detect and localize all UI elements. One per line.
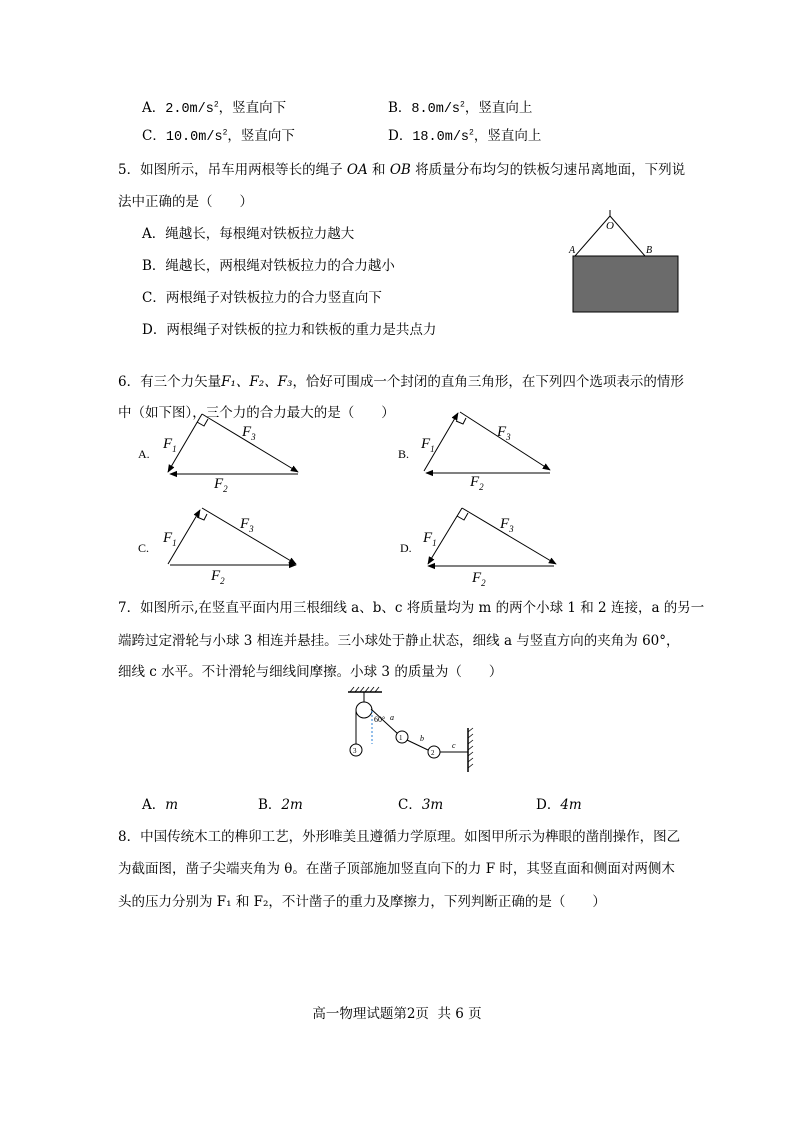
iron-plate — [573, 256, 678, 312]
q6-label-a: A. — [138, 447, 150, 461]
label-c: c — [452, 741, 456, 750]
label-a: a — [390, 713, 394, 722]
q5-stem-line2: 法中正确的是（ ） — [118, 194, 253, 210]
q8-stem-line3: 头的压力分别为 F₁ 和 F₂，不计凿子的重力及摩擦力，下列判断正确的是（ ） — [118, 894, 606, 910]
label-f2: $F_2$ — [214, 476, 228, 494]
vector-f3 — [202, 414, 298, 472]
label-f1: $F_1$ — [163, 530, 177, 548]
q6-figure-b — [398, 412, 550, 492]
label-b: B — [646, 245, 653, 256]
pulley — [356, 702, 372, 718]
q5-stem-line1: 5．如图所示，吊车用两根等长的绳子 OA 和 OB 将质量分布均匀的铁板匀速吊离地面，下列说 — [118, 162, 686, 178]
q6-figure-a — [138, 414, 298, 494]
ball-1-label: 1 — [399, 734, 403, 742]
label-f2: $F_2$ — [472, 570, 486, 588]
q7-option-c: C．3m — [398, 797, 444, 813]
q5-option-d: D．两根绳子对铁板的拉力和铁板的重力是共点力 — [142, 322, 437, 338]
label-f3: $F_3$ — [500, 516, 514, 534]
q7-option-a: A．m — [142, 797, 179, 813]
q7-stem-line3: 细线 c 水平。不计滑轮与细线间摩擦。小球 3 的质量为（ ） — [118, 664, 503, 680]
ball-3-label: 3 — [353, 747, 357, 755]
label-f3: $F_3$ — [242, 424, 256, 442]
q5-option-a: A．绳越长，每根绳对铁板拉力越大 — [142, 226, 355, 242]
q6-stem-line2: 中（如下图），三个力的合力最大的是（ ） — [118, 405, 395, 421]
q6-figure-d — [400, 508, 556, 588]
q6-label-c: C. — [138, 541, 150, 555]
label-f1: $F_1$ — [423, 530, 437, 548]
string-b — [407, 740, 428, 750]
q6-label-d: D. — [400, 541, 412, 555]
q7-option-b: B．2m — [258, 797, 303, 813]
q5-option-b: B．绳越长，两根绳对铁板拉力的合力越小 — [142, 258, 395, 274]
q6-figure-c — [138, 508, 296, 586]
right-angle-mark — [456, 418, 466, 424]
q5-option-c: C．两根绳子对铁板拉力的合力竖直向下 — [142, 290, 382, 306]
q7-pulley-figure — [340, 684, 490, 784]
q5-crane-figure — [560, 200, 690, 320]
vector-f1 — [168, 414, 202, 472]
q7-stem-line1: 7．如图所示,在竖直平面内用三根细线 a、b、c 将质量均为 m 的两个小球 1 和 2 连接，a 的另一 — [118, 600, 705, 616]
q6-label-b: B. — [398, 447, 410, 461]
q8-stem-line1: 8．中国传统木工的榫卯工艺，外形唯美且遵循力学原理。如图甲所示为榫眼的凿削操作，图乙 — [118, 829, 681, 845]
label-f3: $F_3$ — [497, 424, 511, 442]
q7-option-d: D．4m — [536, 797, 582, 813]
page-footer: 高一物理试题第2页 共 6 页 — [312, 1006, 482, 1022]
q6-figures — [130, 400, 730, 590]
vector-f3 — [460, 412, 550, 470]
rope-ob — [610, 216, 645, 256]
q7-stem-line2: 端跨过定滑轮与小球 3 相连并悬挂。三小球处于静止状态，细线 a 与竖直方向的夹角为 60°， — [118, 633, 680, 649]
right-angle-mark — [197, 514, 207, 520]
angle-label: 60° — [374, 715, 386, 724]
label-f3: $F_3$ — [240, 516, 254, 534]
rope-oa — [575, 216, 610, 256]
q6-stem-line1: 6．有三个力矢量F₁、F₂、F₃，恰好可围成一个封闭的直角三角形，在下列四个选项表示的情形 — [118, 374, 684, 390]
q4-option-d: D．$18.0m/s^2$，竖直向上 — [388, 128, 542, 145]
ball-2-label: 2 — [431, 749, 435, 757]
label-f1: $F_1$ — [163, 436, 177, 454]
label-a: A — [569, 245, 576, 256]
vector-f1 — [168, 510, 200, 564]
q8-stem-line2: 为截面图，凿子尖端夹角为 θ。在凿子顶部施加竖直向下的力 F 时，其竖直面和侧面对两侧木 — [118, 861, 675, 877]
label-f1: $F_1$ — [421, 436, 435, 454]
q4-option-a: A．$2.0m/s^2$，竖直向下 — [142, 100, 287, 117]
q4-option-c: C．$10.0m/s^2$，竖直向下 — [142, 128, 295, 145]
label-f2: $F_2$ — [211, 568, 225, 586]
label-o: O — [606, 220, 614, 232]
label-f2: $F_2$ — [470, 474, 484, 492]
label-b: b — [420, 734, 424, 743]
q4-option-b: B．$8.0m/s^2$，竖直向上 — [388, 100, 533, 117]
